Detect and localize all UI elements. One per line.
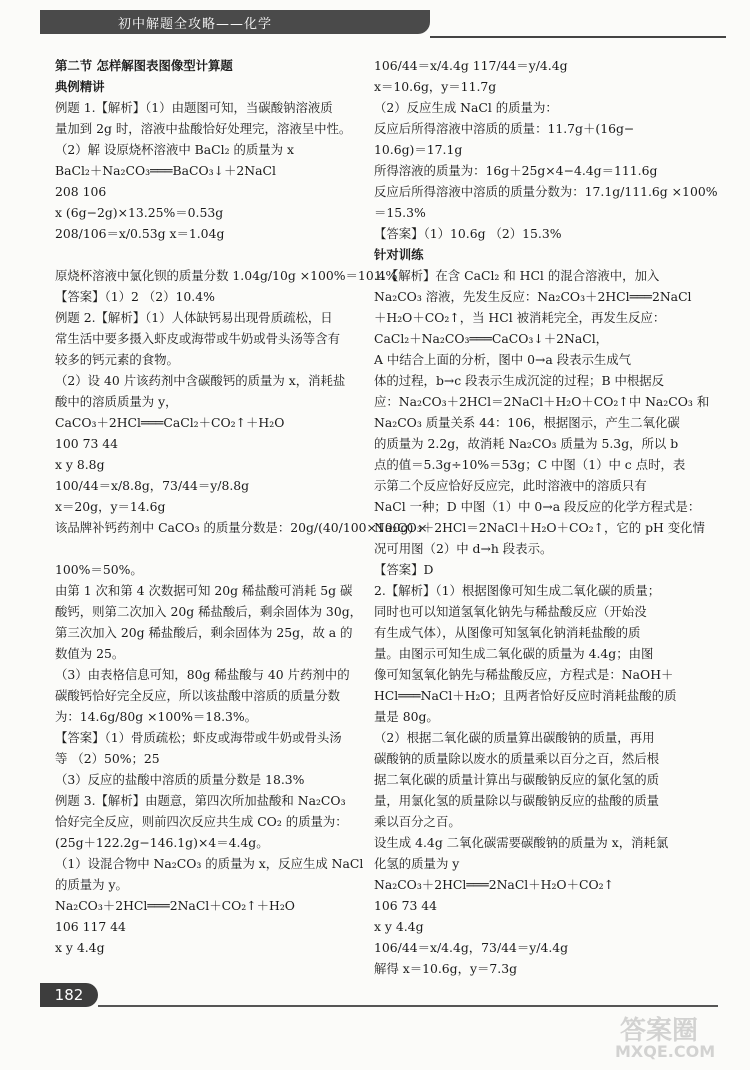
text-line: 像可知氢氧化钠先与稀盐酸反应，方程式是：NaOH＋ [374, 667, 674, 682]
text-line: 同时也可以知道氢氧化钠先与稀盐酸反应（开始没 [374, 604, 647, 619]
text-line: 100/44＝x/8.8g，73/44＝y/8.8g [55, 478, 250, 493]
text-line: ＝15.3% [374, 205, 426, 220]
text-line: 示第二个反应恰好反应完，此时溶液中的溶质只有 [374, 478, 647, 493]
text-line: 1.【解析】在含 CaCl₂ 和 HCl 的混合溶液中，加入 [374, 268, 660, 283]
text-line [55, 538, 367, 559]
page-number: 182 [40, 983, 98, 1007]
text-line: x＝10.6g，y＝11.7g [374, 79, 497, 94]
watermark-text-2: MXQE.COM [615, 1042, 716, 1061]
text-line: 第二节 怎样解图表图像型计算题 [55, 58, 233, 73]
text-line: 恰好完全反应，则前四次反应共生成 CO₂ 的质量为： [55, 814, 348, 829]
text-line: 106/44＝x/4.4g，73/44＝y/4.4g [374, 940, 569, 955]
text-line: 反应后所得溶液中溶质的质量分数为：17.1g/111.6g ×100% [374, 184, 718, 199]
text-line: （3）由表格信息可知，80g 稀盐酸与 40 片药剂中的 [55, 667, 350, 682]
watermark-logo [600, 1010, 740, 1065]
text-line: BaCl₂＋Na₂CO₃═══BaCO₃↓＋2NaCl [55, 163, 276, 178]
text-line: 碳酸钠的质量除以废水的质量乘以百分之百，然后根 [374, 751, 659, 766]
header-title: 初中解题全攻略——化学 [118, 17, 273, 32]
text-line: 【答案】D [374, 562, 434, 577]
text-line: 10.6g)＝17.1g [374, 142, 463, 157]
text-line: 体的过程，b→c 段表示生成沉淀的过程；B 中根据反 [374, 373, 665, 388]
text-line: 据二氧化碳的质量计算出与碳酸钠反应的氯化氢的质 [374, 772, 659, 787]
text-line: NaCl 一种；D 中图（1）中 0→a 段反应的化学方程式是： [374, 499, 701, 514]
text-line: 例题 3.【解析】由题意，第四次所加盐酸和 Na₂CO₃ [55, 793, 346, 808]
text-line: 【答案】（1）2 （2）10.4% [55, 289, 215, 304]
text-line: 208 106 [55, 184, 107, 199]
text-line: ＋H₂O＋CO₂↑，当 HCl 被消耗完全，再发生反应： [374, 310, 666, 325]
header-rule [430, 36, 726, 38]
text-line: （2）设 40 片该药剂中含碳酸钙的质量为 x，消耗盐 [55, 373, 346, 388]
text-line: CaCO₃＋2HCl═══CaCl₂＋CO₂↑＋H₂O [55, 415, 285, 430]
text-line: 的质量为 y。 [55, 877, 128, 892]
text-line: 点的值＝5.3g÷10%＝53g；C 中图（1）中 c 点时，表 [374, 457, 686, 472]
text-line: 为：14.6g/80g ×100%＝18.3%。 [55, 709, 258, 724]
text-line: 106/44＝x/4.4g 117/44＝y/4.4g [374, 58, 568, 73]
text-line: 有生成气体），从图像可知氢氧化钠消耗盐酸的质 [374, 625, 641, 640]
text-line: 等 （2）50%；25 [55, 751, 160, 766]
text-line: 碳酸钙恰好完全反应，所以该盐酸中溶质的质量分数 [55, 688, 340, 703]
text-line: 设生成 4.4g 二氧化碳需要碳酸钠的质量为 x，消耗氯 [374, 835, 669, 850]
text-line: x＝20g，y＝14.6g [55, 499, 166, 514]
text-line: 反应后所得溶液中溶质的质量：11.7g＋(16g− [374, 121, 635, 136]
text-line: （2）反应生成 NaCl 的质量为： [374, 100, 558, 115]
text-line: CaCl₂＋Na₂CO₃═══CaCO₃↓＋2NaCl， [374, 331, 609, 346]
text-line: （2）根据二氧化碳的质量算出碳酸钠的质量，再用 [374, 730, 655, 745]
text-line: 由第 1 次和第 4 次数据可知 20g 稀盐酸可消耗 5g 碳 [55, 583, 353, 598]
right-column [374, 55, 718, 979]
text-line: 例题 1.【解析】（1）由题图可知，当碳酸钠溶液质 [55, 100, 333, 115]
text-line: x y 8.8g [55, 457, 105, 472]
text-line: Na₂CO₃ 质量关系 44：106，根据图示，产生二氧化碳 [374, 415, 680, 430]
text-line: 量加到 2g 时，溶液中盐酸恰好处理完，溶液呈中性。 [55, 121, 352, 136]
running-header [40, 10, 688, 38]
text-line: 的质量为 2.2g，故消耗 Na₂CO₃ 质量为 5.3g，所以 b [374, 436, 679, 451]
text-line: 【答案】（1）骨质疏松；虾皮或海带或牛奶或骨头汤 [55, 730, 342, 745]
text-line: （1）设混合物中 Na₂CO₃ 的质量为 x，反应生成 NaCl [55, 856, 364, 871]
text-line: 酸钙，则第二次加入 20g 稀盐酸后，剩余固体为 30g， [55, 604, 363, 619]
text-line: 针对训练 [374, 247, 424, 262]
text-line: 常生活中要多摄入虾皮或海带或牛奶或骨头汤等含有 [55, 331, 340, 346]
text-line: 酸中的溶质质量为 y， [55, 394, 178, 409]
text-line: 量，用氯化氢的质量除以与碳酸钠反应的盐酸的质量 [374, 793, 659, 808]
text-line: 第三次加入 20g 稀盐酸后，剩余固体为 25g，故 a 的 [55, 625, 353, 640]
text-line: 解得 x＝10.6g，y＝7.3g [374, 961, 518, 976]
text-line: 2.【解析】（1）根据图像可知生成二氧化碳的质量； [374, 583, 661, 598]
text-line: x (6g−2g)×13.25%＝0.53g [55, 205, 224, 220]
text-line: 量是 80g。 [374, 709, 439, 724]
text-line: A 中结合上面的分析，图中 0→a 段表示生成气 [374, 352, 632, 367]
text-line: 100 73 44 [55, 436, 119, 451]
text-line: HCl═══NaCl＋H₂O；且两者恰好反应时消耗盐酸的质 [374, 688, 677, 703]
text-line: 应：Na₂CO₃＋2HCl＝2NaCl＋H₂O＋CO₂↑中 Na₂CO₃ 和 [374, 394, 710, 409]
text-line: 该品牌补钙药剂中 CaCO₃ 的质量分数是：20g/(40/100×100g) × [55, 520, 428, 535]
text-line: 数值为 25。 [55, 646, 125, 661]
text-line: 较多的钙元素的食物。 [55, 352, 179, 367]
text-line: x y 4.4g [55, 940, 105, 955]
text-line: （2）解 设原烧杯溶液中 BaCl₂ 的质量为 x [55, 142, 294, 157]
watermark-text-1: 答案圈 [620, 1016, 699, 1046]
text-line: 106 117 44 [55, 919, 126, 934]
text-line [55, 244, 367, 265]
text-line: (25g＋122.2g−146.1g)×4＝4.4g。 [55, 835, 269, 850]
text-line: 106 73 44 [374, 898, 438, 913]
text-line: （3）反应的盐酸中溶质的质量分数是 18.3% [55, 772, 305, 787]
text-line: 100%＝50%。 [55, 562, 143, 577]
text-line: Na₂CO₃＋2HCl═══2NaCl＋CO₂↑＋H₂O [55, 898, 295, 913]
text-line: 208/106＝x/0.53g x＝1.04g [55, 226, 225, 241]
text-line: 【答案】（1）10.6g （2）15.3% [374, 226, 562, 241]
text-line: 例题 2.【解析】（1）人体缺钙易出现骨质疏松，日 [55, 310, 333, 325]
text-line: 典例精讲 [55, 79, 105, 94]
text-line: 化氢的质量为 y [374, 856, 460, 871]
text-line: x y 4.4g [374, 919, 424, 934]
text-line: 量。由图示可知生成二氧化碳的质量为 4.4g；由图 [374, 646, 654, 661]
text-line: Na₂CO₃＋2HCl═══2NaCl＋H₂O＋CO₂↑ [374, 877, 614, 892]
text-line: Na₂CO₃ 溶液，先发生反应：Na₂CO₃＋2HCl═══2NaCl [374, 289, 692, 304]
text-line: 所得溶液的质量为：16g＋25g×4−4.4g＝111.6g [374, 163, 658, 178]
text-line: 况可用图（2）中 d→h 段表示。 [374, 541, 553, 556]
footer-rule [98, 1005, 718, 1007]
text-line: Na₂CO₃＋2HCl＝2NaCl＋H₂O＋CO₂↑，它的 pH 变化情 [374, 520, 705, 535]
text-line: 乘以百分之百。 [374, 814, 461, 829]
text-line: 原烧杯溶液中氯化钡的质量分数 1.04g/10g ×100%＝10.4% [55, 268, 398, 283]
